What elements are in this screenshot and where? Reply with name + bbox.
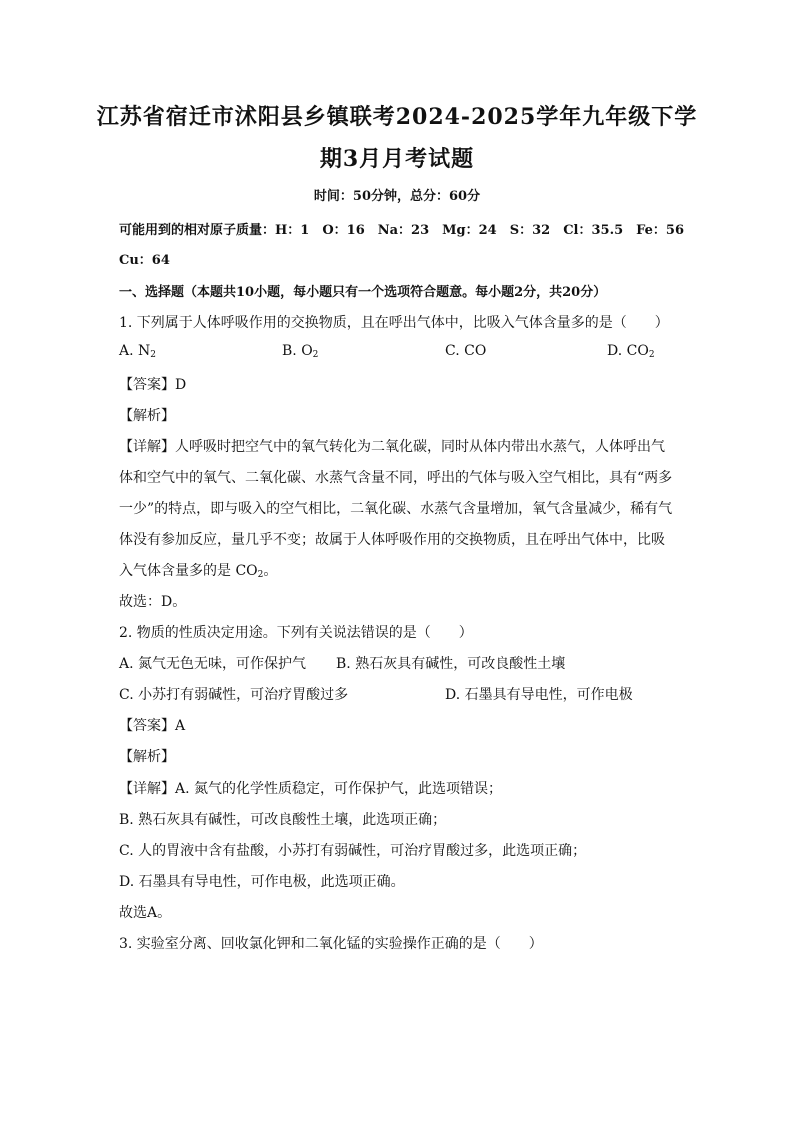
q1-option-d-label: D. CO	[607, 343, 649, 359]
q1-stem: 1. 下列属于人体呼吸作用的交换物质，且在呼出气体中，比吸入气体含量多的是（ ）	[119, 315, 669, 331]
time-info: 时间：50分钟，总分：60分	[313, 189, 481, 204]
q2-detail-line3: C. 人的胃液中含有盐酸，小苏打有弱碱性，可治疗胃酸过多，此选项正确；	[119, 843, 587, 859]
q2-option-c: C. 小苏打有弱碱性，可治疗胃酸过多	[119, 687, 349, 703]
q1-analysis-heading: 【解析】	[119, 408, 175, 424]
q2-option-b: B. 熟石灰具有碱性，可改良酸性土壤	[336, 656, 566, 672]
q1-answer: 【答案】D	[119, 377, 187, 393]
q2-option-a: A. 氮气无色无味，可作保护气	[119, 656, 307, 672]
q3-stem: 3. 实验室分离、回收氯化钾和二氧化锰的实验操作正确的是（ ）	[119, 936, 543, 952]
q1-detail-line3: 一少”的特点，即与吸入的空气相比，二氧化碳、水蒸气含量增加，氧气含量减少，稀有气	[119, 501, 673, 517]
q1-option-c	[445, 343, 486, 359]
q1-detail-last-end: 。	[263, 563, 278, 579]
q2-option-d: D. 石墨具有导电性，可作电极	[445, 687, 633, 703]
q1-option-a-label: A. N	[119, 343, 151, 359]
q1-detail-line4: 体没有参加反应，量几乎不变；故属于人体呼吸作用的交换物质，且在呼出气体中，比吸	[119, 532, 665, 548]
q1-detail-line2: 体和空气中的氧气、二氧化碳、水蒸气含量不同，呼出的气体与吸入空气相比，具有“两多	[119, 470, 673, 486]
q1-conclusion: 故选：D。	[119, 594, 187, 610]
q1-detail-line1: 【详解】人呼吸时把空气中的氧气转化为二氧化碳，同时从体内带出水蒸气，人体呼出气	[119, 439, 665, 455]
q1-option-c-label: C. CO	[445, 343, 487, 359]
q1-detail-line5	[119, 560, 277, 580]
atomic-mass-line1: 可能用到的相对原子质量：H：1 O：16 Na：23 Mg：24 S：32 Cl：35.5 Fe：56	[119, 223, 685, 238]
q2-detail-line4: D. 石墨具有导电性，可作电极，此选项正确。	[119, 874, 405, 890]
q2-answer: 【答案】A	[119, 718, 186, 734]
q1-option-d-sub: 2	[648, 350, 655, 360]
q2-stem: 2. 物质的性质决定用途。下列有关说法错误的是（ ）	[119, 625, 473, 641]
atomic-mass-line2: Cu：64	[119, 253, 170, 268]
q1-option-a-sub: 2	[150, 350, 156, 360]
q2-analysis-heading: 【解析】	[119, 749, 175, 765]
q1-option-a	[119, 343, 156, 360]
document-title-line2: 期3月月考试题	[319, 146, 475, 172]
q1-detail-last-text: 入气体含量多的是 CO	[119, 563, 258, 579]
q1-option-b-sub: 2	[312, 350, 319, 360]
q1-detail-last-sub: 2	[257, 570, 264, 580]
document-title-line1: 江苏省宿迁市沭阳县乡镇联考2024-2025学年九年级下学	[96, 104, 698, 130]
q2-conclusion: 故选A。	[119, 905, 172, 921]
section-title: 一、选择题（本题共10小题，每小题只有一个选项符合题意。每小题2分，共20分）	[119, 285, 607, 300]
q2-detail-line2: B. 熟石灰具有碱性，可改良酸性土壤，此选项正确；	[119, 812, 447, 828]
q1-option-b	[282, 343, 318, 360]
q1-option-d	[607, 343, 655, 360]
q2-detail-line1: 【详解】A. 氮气的化学性质稳定，可作保护气，此选项错误；	[119, 781, 503, 797]
q1-option-b-label: B. O	[282, 343, 313, 359]
